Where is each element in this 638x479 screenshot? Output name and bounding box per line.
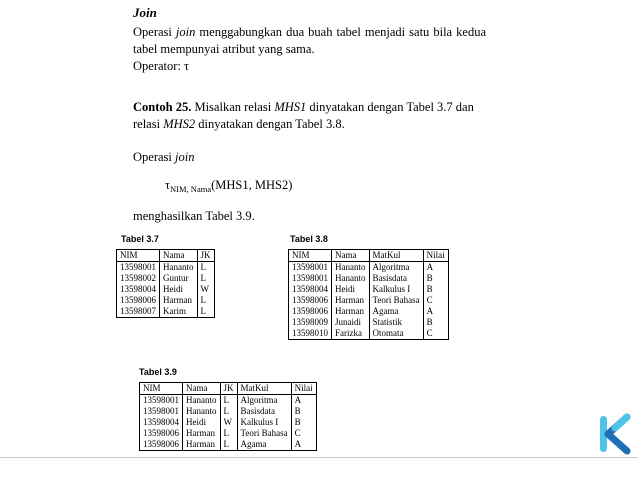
brand-logo-icon bbox=[594, 413, 634, 457]
example-label: Contoh 25. bbox=[133, 100, 192, 114]
table-header-row bbox=[140, 383, 317, 395]
table-cell: Hananto bbox=[332, 262, 370, 274]
table-cell: 13598004 bbox=[117, 284, 160, 295]
table-3-8-caption: Tabel 3.8 bbox=[290, 234, 328, 244]
table-row bbox=[289, 306, 449, 317]
table-header-row bbox=[289, 250, 449, 262]
section-heading: Join bbox=[133, 5, 157, 20]
table-row bbox=[117, 295, 215, 306]
table-cell: C bbox=[423, 295, 448, 306]
table-cell: Kalkulus I bbox=[369, 284, 423, 295]
column-header: MatKul bbox=[369, 250, 423, 262]
table-row bbox=[117, 262, 215, 274]
formula-subscript: NIM, Nama bbox=[170, 184, 212, 194]
table-cell: Hananto bbox=[160, 262, 198, 274]
table-cell: 13598004 bbox=[289, 284, 332, 295]
table-row bbox=[289, 328, 449, 340]
table-cell: Otomata bbox=[369, 328, 423, 340]
footer-divider bbox=[0, 457, 638, 458]
table-header-row bbox=[117, 250, 215, 262]
table-cell: 13598006 bbox=[117, 295, 160, 306]
table-cell: 13598002 bbox=[117, 273, 160, 284]
table-cell: L bbox=[197, 306, 214, 318]
table-cell: B bbox=[423, 317, 448, 328]
table-cell: Harman bbox=[183, 439, 221, 451]
table-row bbox=[140, 406, 317, 417]
table-cell: 13598004 bbox=[140, 417, 183, 428]
table-cell: A bbox=[423, 262, 448, 274]
table-cell: Harman bbox=[332, 295, 370, 306]
column-header: NIM bbox=[140, 383, 183, 395]
table-cell: Heidi bbox=[183, 417, 221, 428]
table-cell: 13598006 bbox=[140, 439, 183, 451]
table-cell: L bbox=[220, 395, 237, 407]
table-cell: Algoritma bbox=[237, 395, 291, 407]
table-cell: L bbox=[220, 406, 237, 417]
table-cell: W bbox=[197, 284, 214, 295]
table-cell: Junaidi bbox=[332, 317, 370, 328]
table-row bbox=[140, 417, 317, 428]
table-cell: Kalkulus I bbox=[237, 417, 291, 428]
table-cell: L bbox=[220, 439, 237, 451]
table-cell: Heidi bbox=[160, 284, 198, 295]
table-cell: 13598009 bbox=[289, 317, 332, 328]
column-header: NIM bbox=[117, 250, 160, 262]
table-cell: Basisdata bbox=[369, 273, 423, 284]
table-cell: 13598006 bbox=[140, 428, 183, 439]
intro-text-b: menggabungkan dua buah tabel menjadi satu bila kedua tabel mempunyai atribut yang sama. bbox=[133, 25, 486, 56]
table-row bbox=[140, 439, 317, 451]
table-cell: Harman bbox=[183, 428, 221, 439]
column-header: Nama bbox=[160, 250, 198, 262]
table-3-9 bbox=[139, 382, 317, 451]
table-cell: A bbox=[423, 306, 448, 317]
table-row bbox=[289, 262, 449, 274]
table-cell: B bbox=[423, 273, 448, 284]
table-cell: L bbox=[197, 295, 214, 306]
intro-text-a: Operasi bbox=[133, 25, 176, 39]
table-cell: Hananto bbox=[332, 273, 370, 284]
table-row bbox=[289, 273, 449, 284]
table-cell: C bbox=[423, 328, 448, 340]
intro-term: join bbox=[175, 25, 196, 39]
tau-symbol: τ bbox=[165, 178, 171, 192]
operator-line: Operator: τ bbox=[133, 59, 190, 73]
table-cell: L bbox=[197, 273, 214, 284]
table-cell: 13598001 bbox=[140, 406, 183, 417]
table-3-7-caption: Tabel 3.7 bbox=[121, 234, 159, 244]
table-3-7 bbox=[116, 249, 215, 318]
intro-paragraph bbox=[133, 24, 486, 75]
example-paragraph bbox=[133, 99, 486, 133]
table-row bbox=[117, 306, 215, 318]
table-cell: Guntur bbox=[160, 273, 198, 284]
table-cell: Farizka bbox=[332, 328, 370, 340]
table-cell: A bbox=[291, 439, 316, 451]
column-header: Nama bbox=[183, 383, 221, 395]
table-row bbox=[289, 284, 449, 295]
table-cell: B bbox=[423, 284, 448, 295]
table-cell: L bbox=[197, 262, 214, 274]
formula-args: (MHS1, MHS2) bbox=[211, 178, 293, 192]
column-header: JK bbox=[197, 250, 214, 262]
table-cell: B bbox=[291, 406, 316, 417]
column-header: Nilai bbox=[291, 383, 316, 395]
table-3-8 bbox=[288, 249, 449, 340]
table-cell: Harman bbox=[160, 295, 198, 306]
operation-term: join bbox=[175, 150, 195, 164]
table-row bbox=[289, 317, 449, 328]
table-cell: Hananto bbox=[183, 395, 221, 407]
table-cell: Agama bbox=[237, 439, 291, 451]
relation-mhs2: MHS2 bbox=[163, 117, 196, 131]
example-text-a: Misalkan relasi bbox=[191, 100, 275, 114]
table-cell: W bbox=[220, 417, 237, 428]
operation-text: Operasi bbox=[133, 150, 175, 164]
table-cell: Hananto bbox=[183, 406, 221, 417]
table-cell: 13598001 bbox=[140, 395, 183, 407]
table-row bbox=[140, 395, 317, 407]
table-cell: Heidi bbox=[332, 284, 370, 295]
table-cell: 13598010 bbox=[289, 328, 332, 340]
table-cell: L bbox=[220, 428, 237, 439]
table-cell: Teori Bahasa bbox=[369, 295, 423, 306]
example-text-b: dinyatakan dengan Tabel 3.7 dan relasi bbox=[133, 100, 474, 131]
table-cell: Statistik bbox=[369, 317, 423, 328]
table-cell: C bbox=[291, 428, 316, 439]
join-formula bbox=[165, 177, 292, 195]
result-line: menghasilkan Tabel 3.9. bbox=[133, 209, 255, 223]
table-3-9-caption: Tabel 3.9 bbox=[139, 367, 177, 377]
column-header: JK bbox=[220, 383, 237, 395]
column-header: MatKul bbox=[237, 383, 291, 395]
table-cell: Teori Bahasa bbox=[237, 428, 291, 439]
table-cell: Basisdata bbox=[237, 406, 291, 417]
column-header: Nilai bbox=[423, 250, 448, 262]
table-cell: 13598006 bbox=[289, 306, 332, 317]
table-cell: 13598007 bbox=[117, 306, 160, 318]
table-cell: 13598001 bbox=[117, 262, 160, 274]
table-cell: 13598006 bbox=[289, 295, 332, 306]
relation-mhs1: MHS1 bbox=[274, 100, 307, 114]
table-cell: 13598001 bbox=[289, 262, 332, 274]
operation-line bbox=[133, 149, 194, 166]
table-row bbox=[117, 284, 215, 295]
table-cell: 13598001 bbox=[289, 273, 332, 284]
table-cell: A bbox=[291, 395, 316, 407]
table-row bbox=[117, 273, 215, 284]
table-cell: B bbox=[291, 417, 316, 428]
column-header: Nama bbox=[332, 250, 370, 262]
column-header: NIM bbox=[289, 250, 332, 262]
table-row bbox=[140, 428, 317, 439]
table-cell: Agama bbox=[369, 306, 423, 317]
example-text-c: dinyatakan dengan Tabel 3.8. bbox=[195, 117, 345, 131]
table-cell: Algoritma bbox=[369, 262, 423, 274]
table-cell: Karim bbox=[160, 306, 198, 318]
table-row bbox=[289, 295, 449, 306]
table-cell: Harman bbox=[332, 306, 370, 317]
